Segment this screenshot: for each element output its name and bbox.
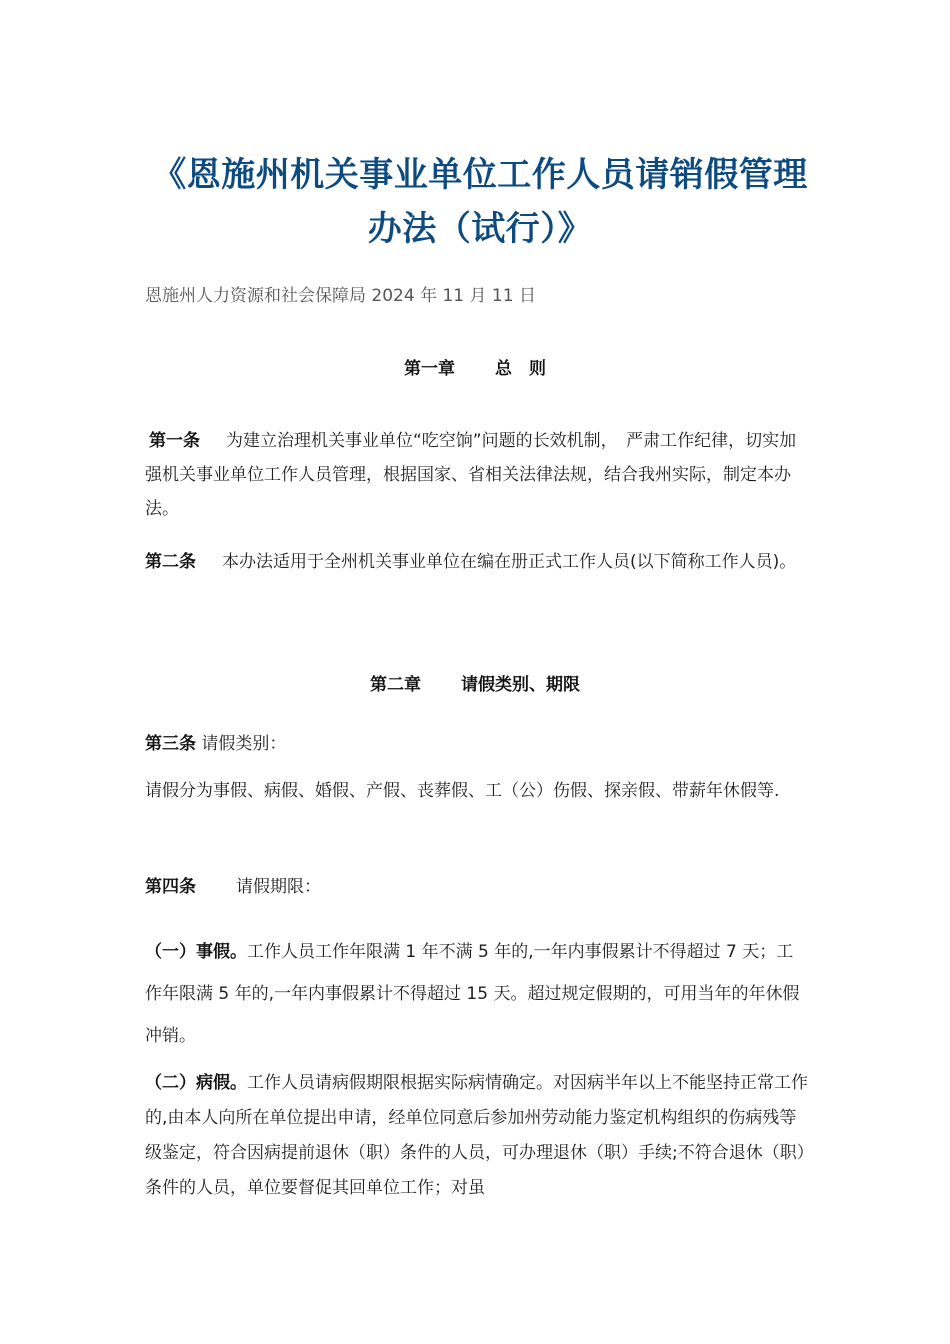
article-text: 为建立治理机关事业单位“吃空饷”问题的长效机制， 严肃工作纪律，切实加强机关事业单位工作人员管理，根据国家、省相关法律法规，结合我州实际，制定本办法。 [145,431,797,519]
item-label: （一）事假。 [145,942,247,962]
article-text: 本办法适用于全州机关事业单位在编在册正式工作人员(以下简称工作人员)。 [222,552,797,572]
chapter-label: 第一章 [404,359,455,379]
article-text: 请假类别： [201,734,287,754]
item-sick-leave [145,1066,810,1206]
article-1 [145,424,810,526]
article-label: 第二条 [145,552,196,572]
publisher-date: 恩施州人力资源和社会保障局 2024 年 11 月 11 日 [145,286,536,306]
chapter-name: 请假类别、期限 [461,675,580,695]
article-label: 第四条 [145,877,196,897]
item-text: 工作人员工作年限满 1 年不满 5 年的,一年内事假累计不得超过 7 天；工作年限满 5 年的,一年内事假累计不得超过 15 天。超过规定假期的，可用当年的年休假冲销。 [145,942,800,1046]
chapter-label: 第二章 [370,675,421,695]
item-text: 工作人员请病假期限根据实际病情确定。对因病半年以上不能坚持正常工作的,由本人向所在单位提出申请，经单位同意后参加州劳动能力鉴定机构组织的伤病残等级鉴定，符合因病提前退休（职）条件的人员，可办理退休（职）手续;不符合退休（职）条件的人员，单位要督促其回单位工作；对虽 [145,1073,808,1198]
article-label: 第一条 [149,431,200,451]
document-title: 《恩施州机关事业单位工作人员请销假管理办法（试行）》 [152,155,808,249]
article-3-body: 请假分为事假、病假、婚假、产假、丧葬假、工（公）伤假、探亲假、带薪年休假等. [145,781,780,801]
chapter-1-heading [0,356,950,382]
chapter-name: 总 则 [495,359,546,379]
chapter-2-heading [0,672,950,698]
article-3 [145,727,810,761]
article-label: 第三条 [145,734,196,754]
item-personal-leave [145,931,810,1057]
article-text: 请假期限： [236,877,321,897]
article-4 [145,870,810,904]
article-2 [145,538,810,586]
item-label: （二）病假。 [145,1073,247,1093]
